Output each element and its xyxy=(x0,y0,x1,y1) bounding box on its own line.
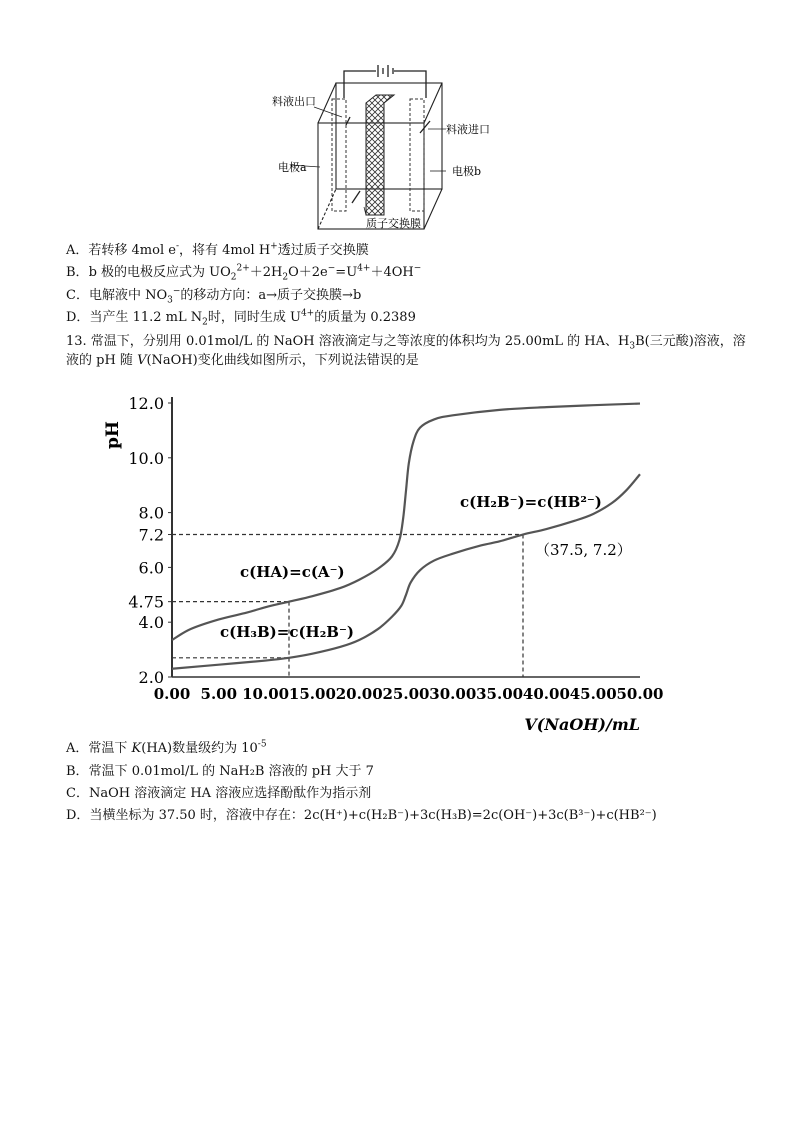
electrolysis-cell-diagram xyxy=(270,55,510,233)
question-13-stem: 13. 常温下，分别用 0.01mol/L 的 NaOH 溶液滴定与之等浓度的体积均为 25.00mL 的 HA、$H_3B$(三元酸)溶液，溶液的 pH 随 V(NaOH)变化曲线如图所示，下列说法错误的是 xyxy=(66,334,746,368)
power-wire xyxy=(344,65,426,98)
x-tick-label: 45.00 xyxy=(569,685,617,703)
proton-exchange-membrane xyxy=(366,95,394,215)
q13-option-b: B．常温下 0.01mol/L 的 NaH₂B 溶液的 pH 大于 7 xyxy=(66,764,374,779)
q13-option-a: A．常温下 K(HA)数量级约为 $10^{-5}$ xyxy=(66,739,267,756)
x-axis-label: V(NaOH)/mL xyxy=(524,715,640,734)
outlet-pipe xyxy=(346,117,350,125)
y-tick-label: 8.0 xyxy=(138,503,164,523)
y-tick-label: 12.0 xyxy=(128,394,164,413)
q13-option-d: D．当横坐标为 37.50 时，溶液中存在：2c(H⁺)+c(H₂B⁻)+3c(H₃B)=2c(OH⁻)+3c(B³⁻)+c(HB²⁻) xyxy=(66,808,657,823)
y-axis-label: pH xyxy=(103,421,123,449)
q13-option-c: C．NaOH 溶液滴定 HA 溶液应选择酚酞作为指示剂 xyxy=(66,786,372,801)
annotation-h3b-half: c(H₃B)=c(H₂B⁻) xyxy=(220,623,354,641)
y-tick-labels xyxy=(128,394,172,687)
x-tick-label: 0.00 xyxy=(153,685,191,703)
x-tick-label: 25.00 xyxy=(382,685,430,703)
reference-lines xyxy=(172,535,523,677)
membrane-label: 质子交换膜 xyxy=(366,217,421,230)
inner-pipe xyxy=(352,191,360,203)
annotation-point: （37.5, 7.2） xyxy=(535,541,632,559)
electrode-a-label: 电极a xyxy=(278,161,307,174)
annotation-ha-half: c(HA)=c(A⁻) xyxy=(240,563,345,581)
x-tick-label: 10.00 xyxy=(242,685,290,703)
y-tick-label: 4.0 xyxy=(138,613,164,633)
y-tick-label: 4.75 xyxy=(128,592,164,612)
q12-option-a: A．若转移 4mol e-，将有 4mol H+透过质子交换膜 xyxy=(66,241,369,258)
x-tick-label: 50.00 xyxy=(616,685,664,703)
titration-chart xyxy=(90,385,690,740)
annotation-h2b-half: c(H₂B⁻)=c(HB²⁻) xyxy=(460,493,602,511)
electrode-b-label: 电极b xyxy=(452,165,482,178)
inlet-label: 料液进口 xyxy=(446,123,490,136)
outlet-label: 料液出口 xyxy=(272,95,316,108)
q12-option-c: C．电解液中 $NO_3^-$的移动方向：a→质子交换膜→b xyxy=(66,286,362,306)
y-tick-label: 10.0 xyxy=(128,448,164,468)
x-tick-label: 35.00 xyxy=(476,685,524,703)
y-tick-label: 2.0 xyxy=(138,668,164,687)
x-tick-label: 20.00 xyxy=(335,685,383,703)
x-tick-label: 40.00 xyxy=(522,685,570,703)
x-tick-labels xyxy=(154,685,664,703)
y-tick-label: 7.2 xyxy=(138,525,164,545)
q12-option-b: B．b 极的电极反应式为 $UO_2^{2+}+2H_2O+2e^-=U^{4+}+4OH^-$ xyxy=(66,263,422,283)
q12-option-d: D．当产生 11.2 mL $N_2$时，同时生成 $U^{4+}$的质量为 0.2389 xyxy=(66,308,416,328)
x-tick-label: 30.00 xyxy=(429,685,477,703)
y-tick-label: 6.0 xyxy=(138,558,164,578)
x-tick-label: 5.00 xyxy=(200,685,238,703)
x-tick-label: 15.00 xyxy=(288,685,336,703)
